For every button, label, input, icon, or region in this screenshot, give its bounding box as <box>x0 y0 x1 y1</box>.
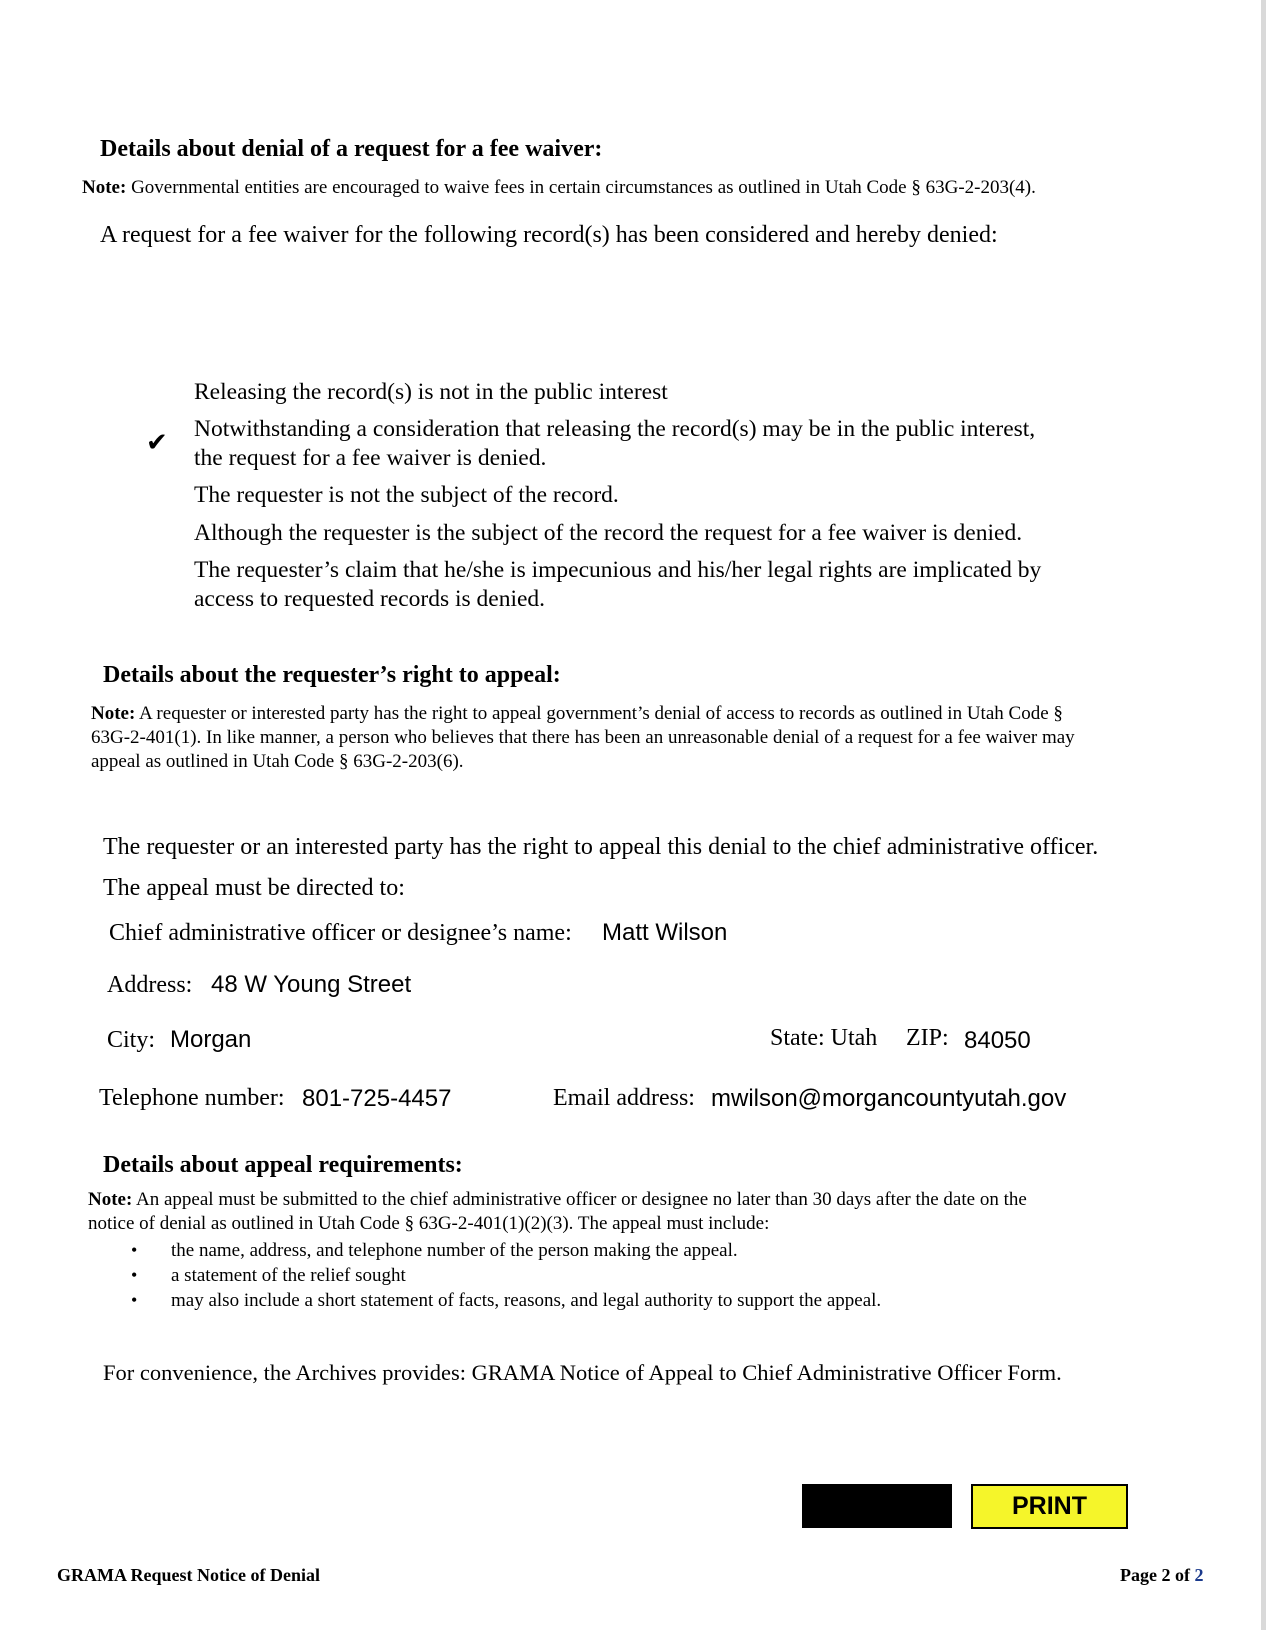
note-line: notice of denial as outlined in Utah Code § 63G-2-401(1)(2)(3). The appeal must include: <box>88 1213 770 1234</box>
reason-item[interactable] <box>194 378 668 407</box>
fee-waiver-intro: A request for a fee waiver for the following record(s) has been considered and hereby denied: <box>100 222 998 248</box>
black-button[interactable] <box>802 1484 952 1528</box>
officer-name-field[interactable]: Matt Wilson <box>602 919 728 946</box>
reason-text: Releasing the record(s) is not in the public interest <box>194 379 668 405</box>
convenience-text: For convenience, the Archives provides: GRAMA Notice of Appeal to Chief Administrative Officer Form. <box>103 1360 1062 1385</box>
reason-text-continued: access to requested records is denied. <box>194 586 546 612</box>
bullet-icon: • <box>131 1265 138 1285</box>
footer-form-name: GRAMA Request Notice of Denial <box>57 1565 320 1585</box>
reason-text: Notwithstanding a consideration that releasing the record(s) may be in the public interest, <box>194 416 1036 442</box>
list-item <box>131 1240 881 1265</box>
page-total: 2 <box>1194 1565 1204 1585</box>
appeal-rights-heading: Details about the requester’s right to appeal: <box>103 662 561 688</box>
bullet-text: may also include a short statement of facts, reasons, and legal authority to support the appeal. <box>171 1290 882 1311</box>
note-line: 63G-2-401(1). In like manner, a person who believes that there has been an unreasonable denial of a request for a fee waiver may <box>91 727 1075 748</box>
fee-waiver-note <box>82 177 1036 199</box>
note-label: Note: <box>88 1189 133 1210</box>
appeal-rights-note <box>91 702 1075 774</box>
note-line: A requester or interested party has the right to appeal government’s denial of access to records as outlined in Utah Code § <box>135 703 1063 724</box>
bullet-list <box>131 1240 881 1315</box>
note-line: appeal as outlined in Utah Code § 63G-2-203(6). <box>91 751 464 772</box>
city-label: City: <box>107 1027 156 1053</box>
address-label: Address: <box>107 972 193 998</box>
reason-item[interactable] <box>194 556 1041 614</box>
reason-text: The requester’s claim that he/she is impecunious and his/her legal rights are implicated by <box>194 557 1042 583</box>
note-label: Note: <box>91 703 136 724</box>
appeal-directed: The appeal must be directed to: <box>103 875 405 901</box>
bullet-text: a statement of the relief sought <box>171 1265 406 1286</box>
city-field[interactable]: Morgan <box>170 1026 252 1053</box>
note-line: An appeal must be submitted to the chief administrative officer or designee no later than 30 days after the date on the <box>132 1189 1027 1210</box>
reason-text: The requester is not the subject of the record. <box>194 482 619 508</box>
bullet-icon: • <box>131 1240 138 1260</box>
bullet-icon: • <box>131 1290 138 1310</box>
appeal-requirements-heading: Details about appeal requirements: <box>103 1152 463 1178</box>
check-mark-icon[interactable]: ✔ <box>146 428 168 458</box>
officer-name-label: Chief administrative officer or designee’s name: <box>109 920 572 946</box>
zip-label: ZIP: <box>906 1025 949 1051</box>
page-edge <box>1261 0 1266 1630</box>
reason-item[interactable] <box>194 519 1022 548</box>
appeal-requirements-note <box>88 1188 1027 1236</box>
zip-field[interactable]: 84050 <box>964 1027 1031 1054</box>
print-button[interactable]: PRINT <box>971 1484 1128 1529</box>
phone-label: Telephone number: <box>99 1085 285 1111</box>
reason-text-continued: the request for a fee waiver is denied. <box>194 445 547 471</box>
state-label: State: Utah <box>770 1025 878 1051</box>
page-number-prefix: Page 2 of <box>1120 1565 1195 1585</box>
note-text: Governmental entities are encouraged to waive fees in certain circumstances as outlined in Utah Code § 63G-2-203(4). <box>126 177 1036 198</box>
reason-item[interactable] <box>194 481 619 510</box>
note-label: Note: <box>82 177 127 198</box>
list-item <box>131 1290 881 1315</box>
email-label: Email address: <box>553 1085 695 1111</box>
fee-waiver-heading: Details about denial of a request for a fee waiver: <box>100 136 603 162</box>
email-field[interactable]: mwilson@morgancountyutah.gov <box>711 1085 1067 1112</box>
reason-text: Although the requester is the subject of the record the request for a fee waiver is denied. <box>194 520 1023 546</box>
reason-item-checked[interactable] <box>194 415 1035 473</box>
address-field[interactable]: 48 W Young Street <box>211 971 412 998</box>
phone-field[interactable]: 801-725-4457 <box>302 1085 452 1112</box>
appeal-statement: The requester or an interested party has the right to appeal this denial to the chief administrative officer. <box>103 834 1099 860</box>
list-item <box>131 1265 881 1290</box>
bullet-text: the name, address, and telephone number of the person making the appeal. <box>171 1240 738 1261</box>
page-number <box>1120 1565 1203 1586</box>
